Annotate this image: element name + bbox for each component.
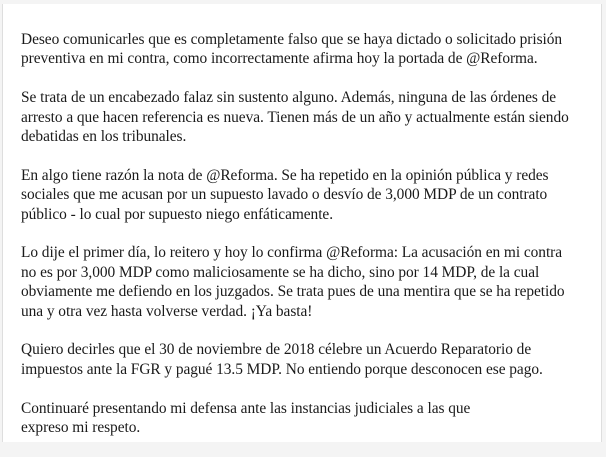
paragraph-defensa: [21, 399, 601, 438]
paragraph-encabezado-falaz: [21, 88, 601, 146]
text-line: preventiva en mi contra, como incorrectamente afirma hoy la portada de @Reforma.: [21, 50, 538, 68]
statement-text: [21, 30, 601, 457]
text-line: público - lo cual por supuesto niego enfáticamente.: [21, 205, 334, 223]
text-line: sociales que me acusan por un supuesto lavado o desvío de 3,000 MDP de un contrato: [21, 186, 548, 204]
text-line: Se trata de un encabezado falaz sin sustento alguno. Además, ninguna de las órdenes de: [21, 89, 557, 107]
statement-card: [2, 4, 602, 442]
paragraph-acuerdo-reparatorio: [21, 340, 601, 379]
text-line: Quiero decirles que el 30 de noviembre de 2018 célebre un Acuerdo Reparatorio de: [21, 341, 532, 359]
text-line: En algo tiene razón la nota de @Reforma. Se ha repetido en la opinión pública y redes: [21, 166, 549, 184]
text-line: expreso mi respeto.: [21, 419, 141, 437]
text-line: arresto a que hacen referencia es nueva. Tienen más de un año y actualmente están siendo: [21, 108, 569, 126]
paragraph-nota-reforma: [21, 166, 601, 224]
text-line: debatidas en los tribunales.: [21, 128, 187, 146]
text-line: obviamente me defiendo en los juzgados. Se trata pues de una mentira que se ha repetido: [21, 283, 565, 301]
text-line: Continuaré presentando mi defensa ante las instancias judiciales a las que: [21, 399, 471, 417]
paragraph-prision-preventiva: [21, 30, 601, 69]
text-line: una y otra vez hasta volverse verdad. ¡Ya basta!: [21, 302, 313, 320]
paragraph-acusacion: [21, 243, 601, 321]
text-line: Lo dije el primer día, lo reitero y hoy lo confirma @Reforma: La acusación en mi contra: [21, 244, 563, 262]
text-line: no es por 3,000 MDP como maliciosamente se ha dicho, sino por 14 MDP, de la cual: [21, 263, 540, 281]
text-line: Deseo comunicarles que es completamente falso que se haya dictado o solicitado prisión: [21, 31, 563, 48]
text-line: impuestos ante la FGR y pagué 13.5 MDP. No entiendo porque desconocen ese pago.: [21, 360, 543, 378]
